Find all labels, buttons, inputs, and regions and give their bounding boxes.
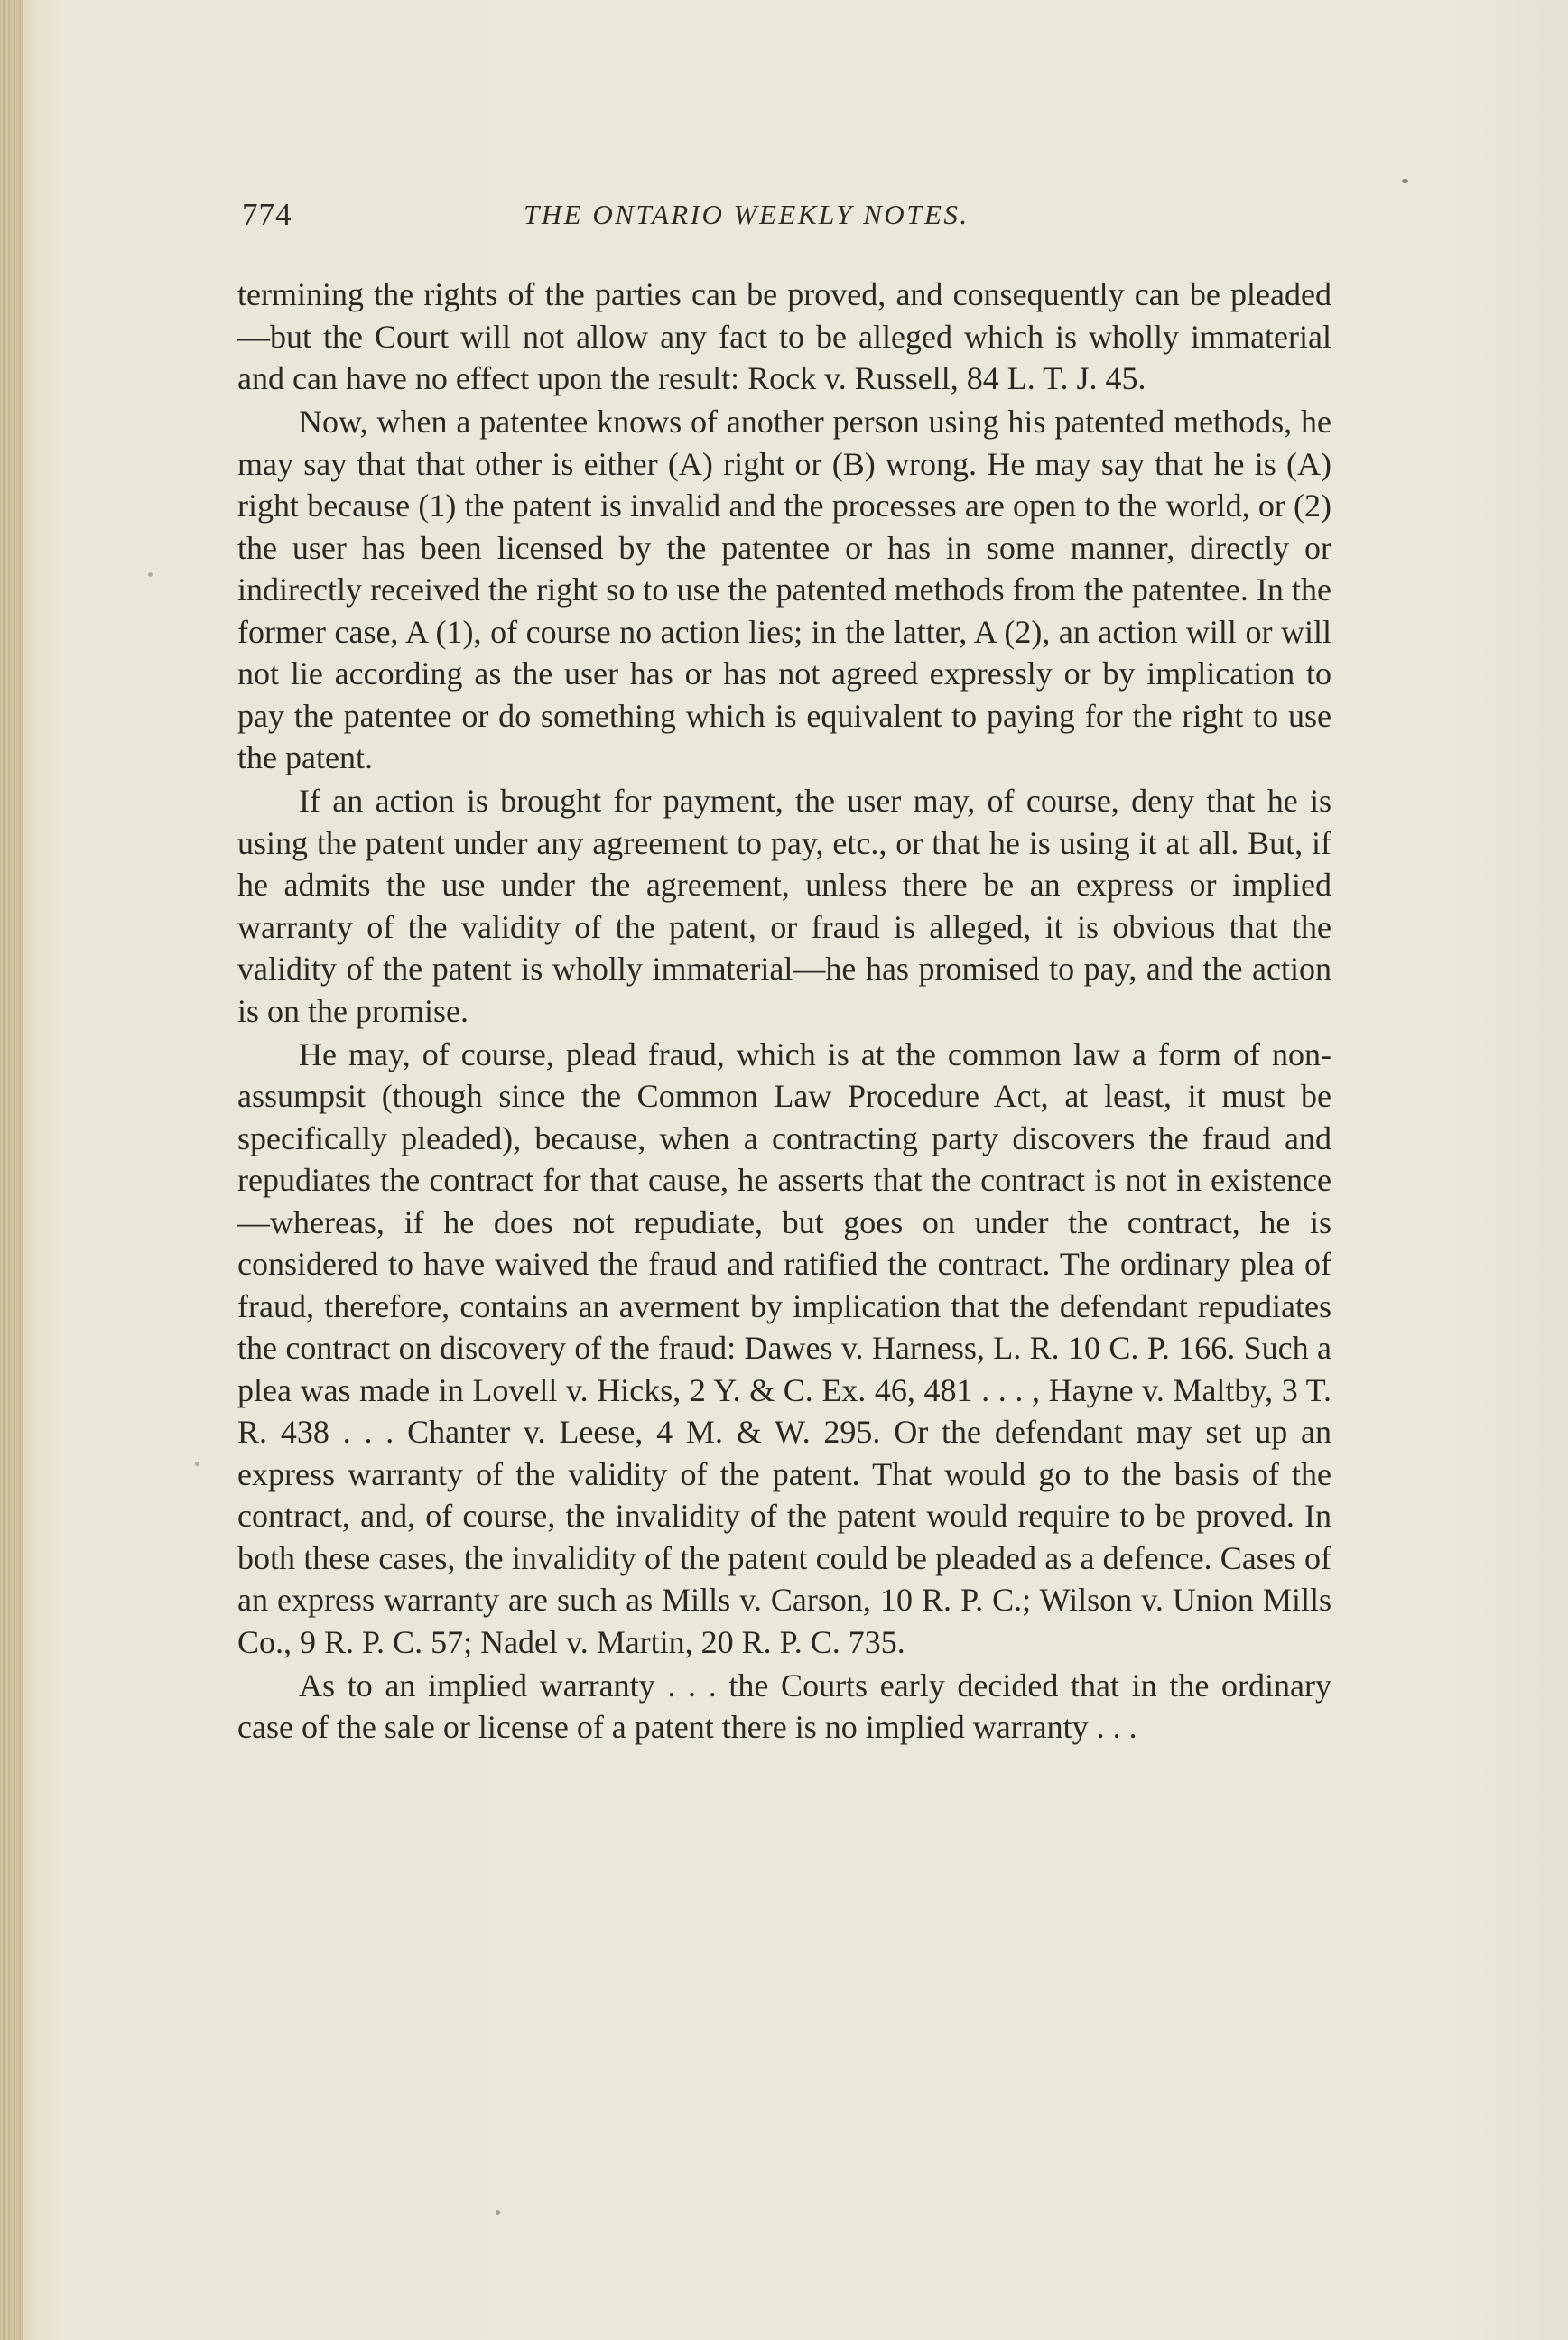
- running-head: THE ONTARIO WEEKLY NOTES.: [524, 199, 970, 230]
- paper-speck: [1402, 179, 1408, 183]
- paragraph: As to an implied warranty . . . the Courts early decided that in the ordinary case of the sale or license of a patent there is no implied warranty . . .: [237, 1667, 1331, 1745]
- body-text: [237, 274, 1331, 1750]
- paper-speck: [148, 572, 153, 577]
- paragraph-continuation: termining the rights of the parties can be proved, and consequently can be pleaded—but the Court will not allow any fact to be alleged which is wholly immaterial and can have no effect upon the result: Rock v. Russell, 84 L. T. J. 45.: [237, 276, 1331, 396]
- paper-speck: [496, 2210, 500, 2215]
- book-spine-edge: [0, 0, 23, 2340]
- page-header: [242, 197, 1325, 237]
- paragraph: Now, when a patentee knows of another person using his patented methods, he may say that that other is either (A) right or (B) wrong. He may say that he is (A) right because (1) the patent is invalid and the processes are open to the world, or (2) the user has been licensed by the patentee or has in some manner, directly or indirectly received the right so to use the patented methods from the patentee. In the former case, A (1), of course no action lies; in the latter, A (2), an action will or will not lie according as the user has or has not agreed expressly or by implication to pay the patentee or do something which is equivalent to paying for the right to use the patent.: [237, 404, 1331, 775]
- paper-speck: [195, 1462, 199, 1466]
- paragraph: If an action is brought for payment, the user may, of course, deny that he is using the patent under any agreement to pay, etc., or that he is using it at all. But, if he admits the use under the agreement, unless there be an express or implied warranty of the validity of the patent, or fraud is alleged, it is obvious that the validity of the patent is wholly immaterial—he has promised to pay, and the action is on the promise.: [237, 783, 1331, 1029]
- paragraph: He may, of course, plead fraud, which is at the common law a form of non-assumpsit (though since the Common Law Procedure Act, at least, it must be specifically pleaded), because, when a contracting party discovers the fraud and repudiates the contract for that cause, he asserts that the contract is not in existence—whereas, if he does not repudiate, but goes on under the contract, he is considered to have waived the fraud and ratified the contract. The ordinary plea of fraud, therefore, contains an averment by implication that the defendant repudiates the contract on discovery of the fraud: Dawes v. Harness, L. R. 10 C. P. 166. Such a plea was made in Lovell v. Hicks, 2 Y. & C. Ex. 46, 481 . . . , Hayne v. Maltby, 3 T. R. 438 . . . Chanter v. Leese, 4 M. & W. 295. Or the defendant may set up an express warranty of the validity of the patent. That would go to the basis of the contract, and, of course, the invalidity of the patent would require to be proved. In both these cases, the invalidity of the patent could be pleaded as a defence. Cases of an express warranty are such as Mills v. Carson, 10 R. P. C.; Wilson v. Union Mills Co., 9 R. P. C. 57; Nadel v. Martin, 20 R. P. C. 735.: [237, 1035, 1331, 1660]
- page-number: 774: [242, 197, 292, 232]
